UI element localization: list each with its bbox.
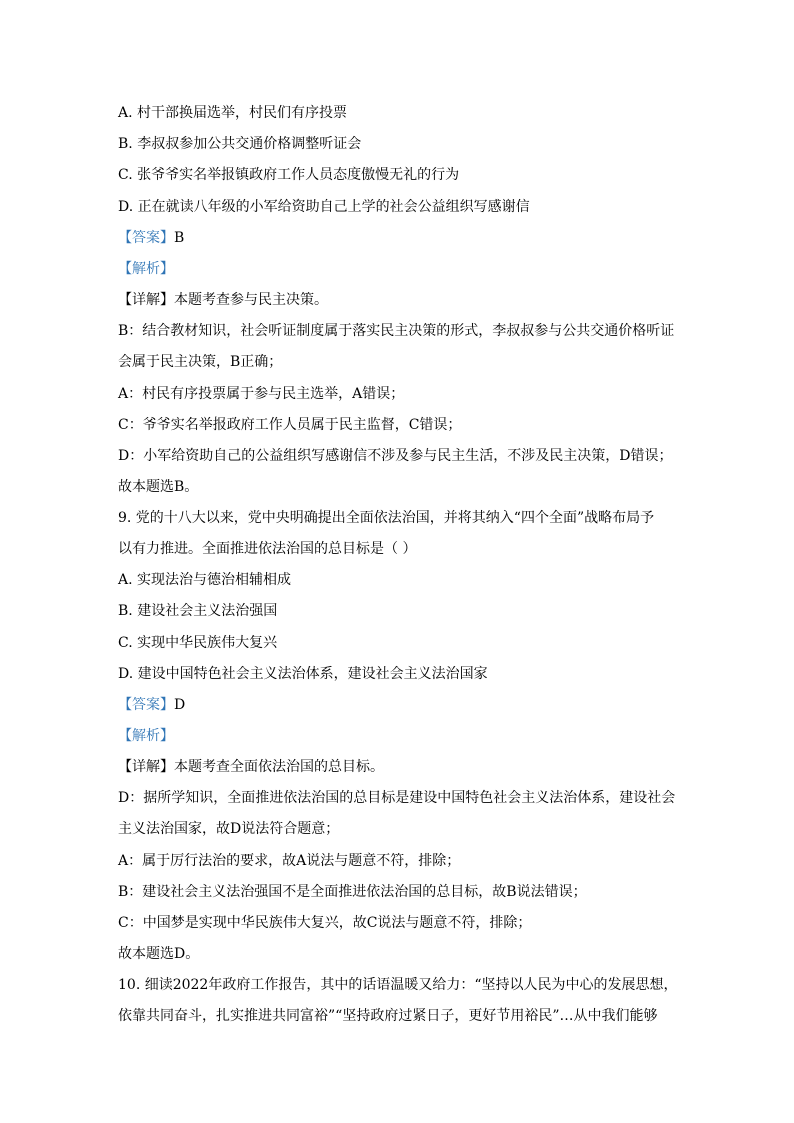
q9-option-c: C. 实现中华民族伟大复兴	[118, 635, 278, 651]
q8-detail-line: 故本题选B。	[118, 479, 199, 495]
q8-option-a: A. 村干部换届选举，村民们有序投票	[118, 105, 348, 121]
q8-detail-line: C：爷爷实名举报政府工作人员属于民主监督，C错误；	[118, 417, 462, 433]
q9-detail-line: 故本题选D。	[118, 946, 200, 962]
q9-detail-line: A：属于厉行法治的要求，故A说法与题意不符，排除；	[118, 853, 461, 869]
q9-option-b: B. 建设社会主义法治强国	[118, 603, 278, 619]
q10-stem-line: 10. 细读2022年政府工作报告，其中的话语温暖又给力：“坚持以人民为中心的发展思想，	[118, 977, 678, 993]
answer-tag: 【答案】	[118, 697, 174, 713]
q8-detail-line: D：小军给资助自己的公益组织写感谢信不涉及参与民主生活，不涉及民主决策，D错误；	[118, 448, 673, 464]
q8-analysis-tag: 【解析】	[118, 261, 174, 277]
q9-detail-line: 主义法治国家，故D说法符合题意；	[118, 821, 340, 837]
q9-analysis-tag: 【解析】	[118, 728, 174, 744]
q8-detail-line: 【详解】本题考查参与民主决策。	[118, 292, 328, 308]
q9-option-d: D. 建设中国特色社会主义法治体系，建设社会主义法治国家	[118, 666, 488, 682]
answer-value: D	[174, 697, 186, 713]
q9-option-a: A. 实现法治与德治相辅相成	[118, 572, 292, 588]
q9-detail-line: 【详解】本题考查全面依法治国的总目标。	[118, 759, 384, 775]
q8-detail-line: 会属于民主决策，B正确；	[118, 354, 283, 370]
q8-option-d: D. 正在就读八年级的小军给资助自己上学的社会公益组织写感谢信	[118, 199, 530, 215]
q9-stem-line: 9. 党的十八大以来，党中央明确提出全面依法治国，并将其纳入“四个全面”战略布局予	[118, 510, 655, 526]
q9-detail-line: D：据所学知识，全面推进依法治国的总目标是建设中国特色社会主义法治体系，建设社会	[118, 790, 676, 806]
answer-tag: 【答案】	[118, 230, 174, 246]
answer-value: B	[174, 230, 185, 246]
q9-detail-line: B：建设社会主义法治强国不是全面推进依法治国的总目标，故B说法错误；	[118, 884, 587, 900]
q8-answer-line	[118, 228, 184, 248]
q8-detail-line: A：村民有序投票属于参与民主选举，A错误；	[118, 386, 405, 402]
q9-answer-line	[118, 695, 185, 715]
q9-stem-line: 以有力推进。全面推进依法治国的总目标是（ ）	[118, 541, 417, 557]
q9-detail-line: C：中国梦是实现中华民族伟大复兴，故C说法与题意不符，排除；	[118, 915, 532, 931]
q10-stem-line: 依靠共同奋斗，扎实推进共同富裕”“坚持政府过紧日子，更好节用裕民”…从中我们能够	[118, 1008, 658, 1024]
q8-option-c: C. 张爷爷实名举报镇政府工作人员态度傲慢无礼的行为	[118, 167, 460, 183]
q8-option-b: B. 李叔叔参加公共交通价格调整听证会	[118, 136, 362, 152]
q8-detail-line: B：结合教材知识，社会听证制度属于落实民主决策的形式，李叔叔参与公共交通价格听证	[118, 323, 675, 339]
